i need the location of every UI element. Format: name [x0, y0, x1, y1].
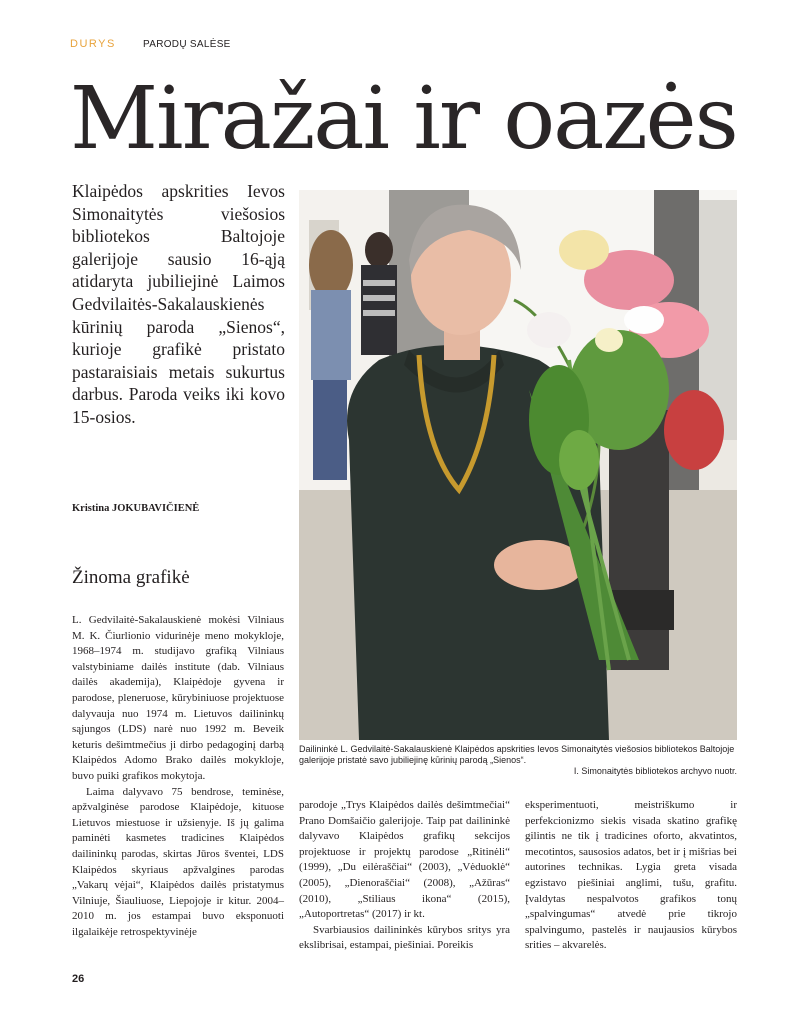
paragraph: parodoje „Trys Klaipėdos dailės dešimtmečiai“ Prano Domšaičio galerijoje. Taip pat dailininkė dalyvavo Klaipėdos grafikų sekcijos projektuose ir projektų parodose „Ritinėli“ (1999), „Du eilėraščiai“ (2003), „Vėduoklė“ (2005), „Dienoraščiai“ (2008), „Ažūras“ (2010), „Stiliaus ikona“ (2015), „Autoportretas“ (2017) ir kt. [299, 799, 510, 921]
section-label: DURYS [70, 38, 116, 50]
article-lead: Klaipėdos apskrities Ievos Simonaitytės viešosios bibliotekos Baltojoje galerijoje sausio 16-ąją atidaryta jubiliejinė Laimos Gedvilaitės-Sakalauskienės kūrinių paroda „Sienos“, kurioje grafikė pristato pastaraisiais metais sukurtus darbus. Paroda veiks iki kovo 15-osios. [72, 181, 285, 427]
photo-caption [299, 744, 737, 777]
text-column-2 [299, 798, 510, 954]
photo-credit: I. Simonaitytės bibliotekos archyvo nuotr. [573, 766, 737, 776]
page-number: 26 [72, 973, 85, 985]
paragraph: eksperimentuoti, meistriškumo ir perfekcionizmo siekis visada skatino grafikę gilintis ne tik į tradicines oforto, akvatintos, mecotintos, sausosios adatos, bet ir į mišrias bei autorines technikas. Lygia greta visada egzistavo piešiniai anglimi, tušu, grafitu. Įvaldytas nespalvotos grafikos tonų „spalvingumas“ atvedė prie tikrojo spalvingumo, pastelės ir naujausios kūrybos srities – akvarelės. [525, 799, 737, 952]
paragraph: Laima dalyvavo 75 bendrose, teminėse, apžvalginėse parodose Klaipėdoje, kituose Lietuvos miestuose ir užsienyje. Iš jų galima paminėti kasmetes tradicines Klaipėdos dailininkų parodas, skirtas Jūros šventei, LDS Klaipėdos skyriaus apžvalgines parodas „Vakarų vėjai“, Klaipėdos dailės pristatymus Vilniuje, Šiauliuose, Liepojoje ir kitur. 2004–2010 m. jos estampai buvo eksponuoti ilgalaikėje retrospektyvinėje [72, 785, 284, 938]
article-author: Kristina JOKUBAVIČIENĖ [72, 503, 200, 514]
text-column-1 [72, 613, 284, 940]
caption-text: Dailininkė L. Gedvilaitė-Sakalauskienė Klaipėdos apskrities Ievos Simonaitytės viešosios bibliotekos Baltojoje galerijoje pristatė savo jubiliejinę kūrinių parodą „Sienos“. [299, 744, 735, 765]
rubric-label: PARODŲ SALĖSE [143, 39, 231, 50]
paragraph: L. Gedvilaitė-Sakalauskienė mokėsi Vilniaus M. K. Čiurlionio vidurinėje meno mokykloje, 1968–1974 m. studijavo grafiką Vilniaus valstybiniame dailės institute (dab. Vilniaus dailės akademija), Klaipėdoje gyvena ir parodose, pleneruose, kūrybiniuose projektuose dalyvauja nuo 1974 m. Lietuvos dailininkų sąjungos (LDS) narė nuo 1992 m. Beveik keturis dešimtmečius ji dirbo pedagoginį darbą Klaipėdos Adomo Brako dailės mokykloje, buvo puiki grafikos mokytoja. [72, 614, 284, 782]
article-title: Miražai ir oazės [70, 69, 737, 169]
section-subheading: Žinoma grafikė [72, 567, 190, 588]
paragraph: Svarbiausios dailininkės kūrybos sritys yra ekslibrisai, estampai, piešiniai. Poreikis [299, 923, 510, 952]
article-photo [299, 190, 737, 740]
text-column-3 [525, 798, 737, 954]
